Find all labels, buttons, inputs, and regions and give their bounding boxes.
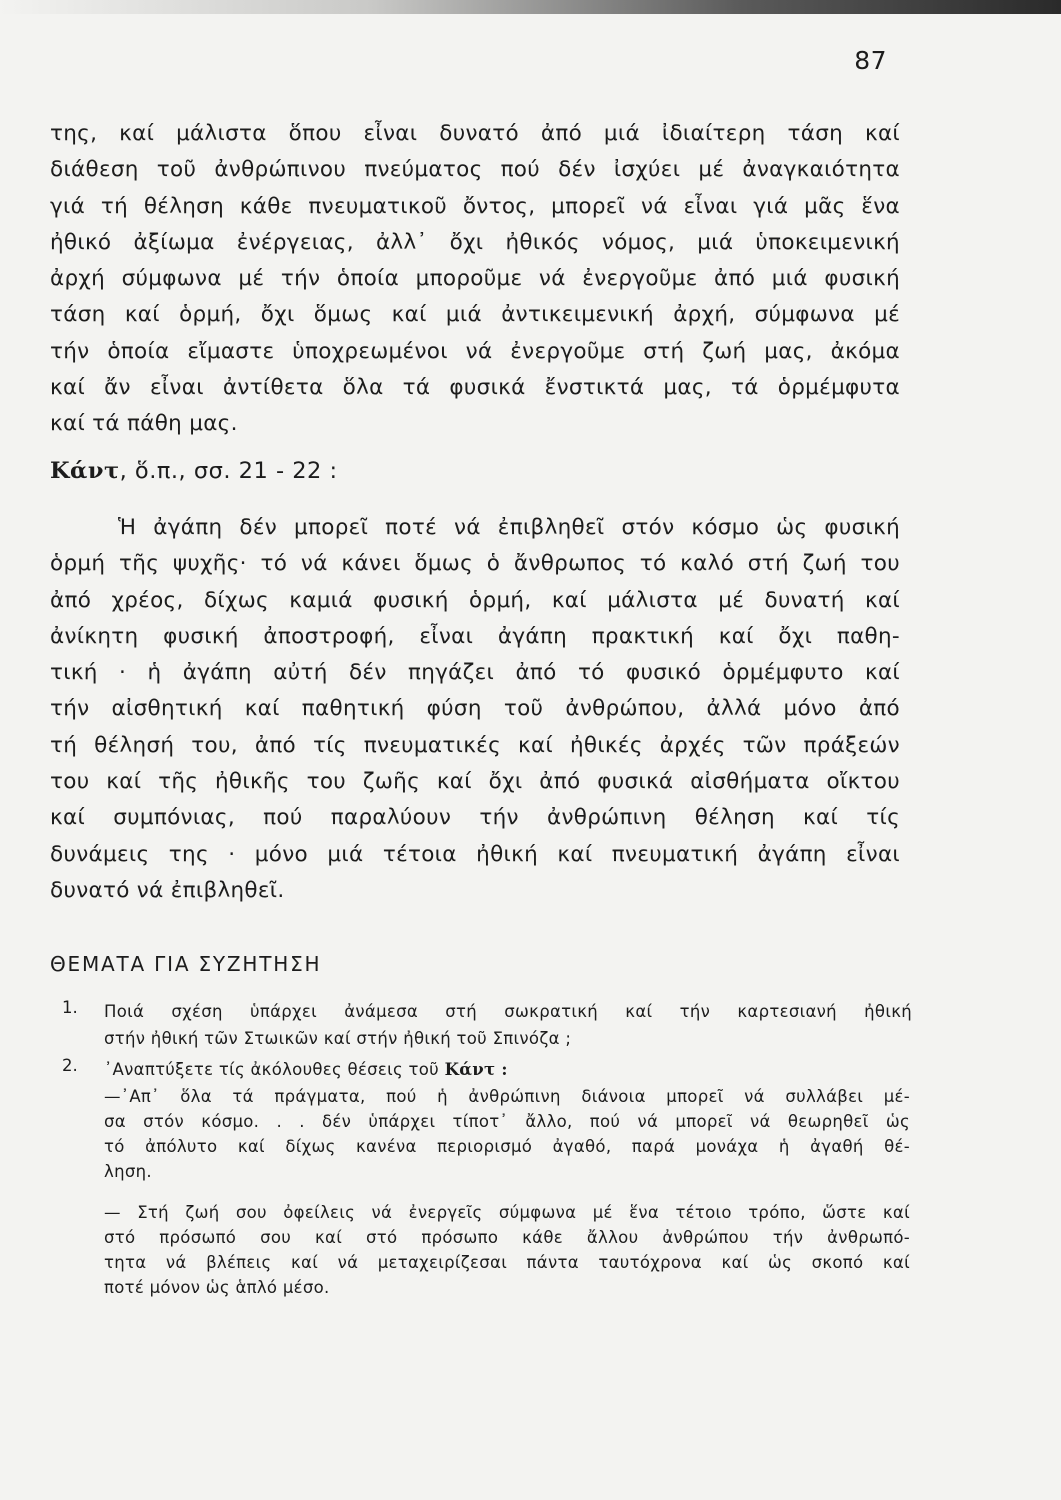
citation-author: Κάντ [50, 458, 120, 484]
thesis-2 [104, 1200, 910, 1300]
scan-top-edge [0, 0, 1061, 14]
citation-reference: , ὅ.π., σσ. 21 - 22 : [119, 458, 338, 484]
text-line: ἠθικό ἀξίωμα ἐνέργειας, ἀλλ᾿ ὄχι ἠθικός νόμος, μιά ὑποκειμενική [50, 229, 900, 255]
citation-heading [50, 458, 338, 484]
text-line: τάση καί ὁρμή, ὄχι ὅμως καί μιά ἀντικειμενική ἀρχή, σύμφωνα μέ [50, 302, 900, 328]
text-line: δυνατό νά ἐπιβληθεῖ. [50, 877, 285, 903]
text-line: τό ἀπόλυτο καί δίχως κανένα περιορισμό ἀγαθό, παρά μονάχα ἡ ἀγαθή θέ- [104, 1137, 910, 1156]
question-1 [62, 998, 912, 1054]
text-line: της, καί μάλιστα ὅπου εἶναι δυνατό ἀπό μιά ἰδιαίτερη τάση καί [50, 121, 900, 146]
text-line: Ἡ ἀγάπη δέν μπορεῖ ποτέ νά ἐπιβληθεῖ στόν κόσμο ὡς φυσική [118, 515, 900, 540]
text-line: — Στή ζωή σου ὀφείλεις νά ἐνεργεῖς σύμφωνα μέ ἕνα τέτοιο τρόπο, ὥστε καί [104, 1203, 910, 1222]
text-line: —᾿Απ᾿ ὅλα τά πράγματα, πού ἡ ἀνθρώπινη διάνοια μπορεῖ νά συλλάβει μέ- [104, 1087, 910, 1106]
text-line: σα στόν κόσμο. . . δέν ὑπάρχει τίποτ᾿ ἄλλο, πού νά μπορεῖ νά θεωρηθεῖ ὡς [104, 1112, 910, 1131]
text-line: στήν ἠθική τῶν Στωικῶν καί στήν ἠθική τοῦ Σπινόζα ; [104, 1029, 572, 1048]
text-line: ὁρμή τῆς ψυχῆς· τό νά κάνει ὅμως ὁ ἄνθρωπος τό καλό στή ζωή του [50, 551, 900, 577]
text-line: τήν ὁποία εἴμαστε ὑποχρεωμένοι νά ἐνεργοῦμε στή ζωή μας, ἀκόμα [50, 338, 900, 364]
question-number: 1. [62, 998, 78, 1017]
text-line: ποτέ μόνον ὡς ἁπλό μέσο. [104, 1278, 330, 1297]
text-line: τική · ἡ ἀγάπη αὐτή δέν πηγάζει ἀπό τό φυσικό ὁρμέμφυτο καί [50, 660, 900, 686]
text-line: στό πρόσωπό σου καί στό πρόσωπο κάθε ἄλλου ἀνθρώπου τήν ἀνθρωπό- [104, 1228, 910, 1247]
text-line: ἀρχή σύμφωνα μέ τήν ὁποία μποροῦμε νά ἐνεργοῦμε ἀπό μιά φυσική [50, 266, 900, 292]
quote-paragraph [50, 510, 900, 909]
text-line: του καί τῆς ἠθικῆς του ζωῆς καί ὄχι ἀπό φυσικά αἰσθήματα οἴκτου [50, 769, 900, 795]
text-line: καί ἄν εἶναι ἀντίθετα ὅλα τά φυσικά ἔνστικτά μας, τά ὁρμέμφυτα [50, 375, 900, 401]
topics-title: ΘΕΜΑΤΑ ΓΙΑ ΣΥΖΗΤΗΣΗ [50, 952, 322, 976]
text-line: δυνάμεις της · μόνο μιά τέτοια ἠθική καί πνευματική ἀγάπη εἶναι [50, 841, 900, 867]
intro-paragraph [50, 116, 900, 443]
text-line: διάθεση τοῦ ἀνθρώπινου πνεύματος πού δέν ἰσχύει μέ ἀναγκαιότητα [50, 157, 900, 183]
text-line: γιά τή θέληση κάθε πνευματικοῦ ὄντος, μπορεῖ νά εἶναι γιά μᾶς ἕνα [50, 193, 900, 219]
question-number: 2. [62, 1056, 78, 1075]
text-line: ἀπό χρέος, δίχως καμιά φυσική ὁρμή, καί μάλιστα μέ δυνατή καί [50, 587, 900, 613]
text-line: τήν αἰσθητική καί παθητική φύση τοῦ ἀνθρώπου, ἀλλά μόνο ἀπό [50, 696, 900, 722]
question-author: Κάντ : [444, 1060, 508, 1079]
text-line: καί τά πάθη μας. [50, 411, 238, 437]
page-number: 87 [854, 46, 887, 75]
text-line: ληση. [104, 1162, 152, 1181]
thesis-1 [104, 1084, 910, 1184]
text-line: τή θέλησή του, ἀπό τίς πνευματικές καί ἠθικές ἀρχές τῶν πράξεών [50, 732, 900, 758]
text-line: καί συμπόνιας, πού παραλύουν τήν ἀνθρώπινη θέληση καί τίς [50, 805, 900, 831]
text-line: Ποιά σχέση ὑπάρχει ἀνάμεσα στή σωκρατική καί τήν καρτεσιανή ἠθική [104, 1002, 912, 1021]
question-intro: ᾿Αναπτύξετε τίς ἀκόλουθες θέσεις τοῦ [104, 1060, 445, 1079]
text-line: τητα νά βλέπεις καί νά μεταχειρίζεσαι πάντα ταυτόχρονα καί ὡς σκοπό καί [104, 1253, 910, 1272]
text-line: ἀνίκητη φυσική ἀποστροφή, εἶναι ἀγάπη πρακτική καί ὄχι παθη- [50, 623, 900, 649]
question-2 [62, 1056, 912, 1086]
